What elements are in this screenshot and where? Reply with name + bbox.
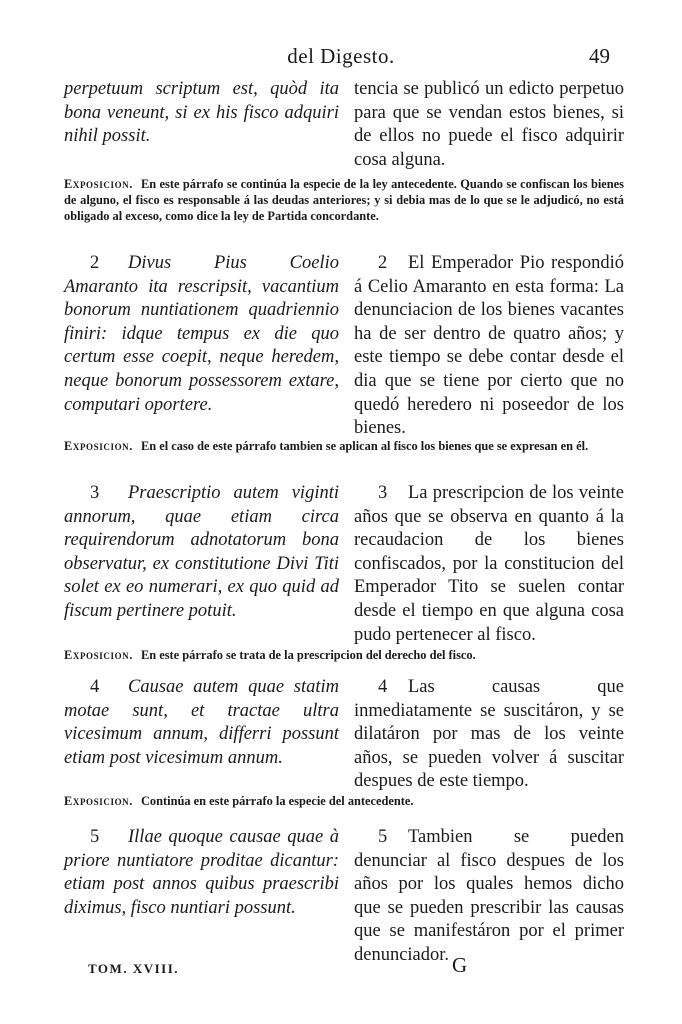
latin-text: Causae autem quae statim motae sunt, et tractae ultra vicesimum annum, differri possunt etiam post vicesimum annum. bbox=[64, 677, 339, 768]
section-2-spanish bbox=[354, 252, 624, 441]
section-number: 3 bbox=[90, 483, 100, 503]
running-header bbox=[0, 44, 682, 74]
intro-latin: perpetuum scriptum est, quòd ita bona veneunt, si ex his fisco adquiri nihil possit. bbox=[64, 79, 339, 147]
signature-mark: G bbox=[452, 953, 468, 977]
intro-row bbox=[64, 78, 624, 168]
exposition-label: Exposicion. bbox=[64, 177, 133, 191]
page-number: 49 bbox=[589, 44, 610, 68]
exposition-4 bbox=[64, 793, 624, 809]
section-number: 5 bbox=[90, 827, 100, 847]
section-4-spanish bbox=[354, 676, 624, 794]
section-5-latin bbox=[64, 826, 339, 920]
section-3-spanish bbox=[354, 482, 624, 647]
section-4-latin bbox=[64, 676, 339, 770]
volume-label: TOM. XVIII. bbox=[88, 961, 180, 976]
section-number: 4 bbox=[378, 677, 388, 697]
exposition-text: En el caso de este párrafo tambien se aplican al fisco los bienes que se expresan en él. bbox=[140, 439, 589, 453]
intro-spanish: tencia se publicó un edicto perpetuo para que se vendan estos bienes, si de ellos no puede el fisco adquirir cosa alguna. bbox=[354, 79, 624, 170]
exposition-text: Continúa en este párrafo la especie del antecedente. bbox=[140, 794, 414, 808]
exposition-1 bbox=[64, 176, 624, 224]
section-3 bbox=[64, 482, 624, 645]
exposition-label: Exposicion. bbox=[64, 648, 133, 662]
spanish-text: El Emperador Pio respondió á Celio Amaranto en esta forma: La denunciacion de los bienes vacantes ha de ser dentro de quatro años; y este tiempo se debe contar desde el dia que se tiene por cierto que no quedó heredero ni poseedor de los bienes. bbox=[354, 253, 624, 439]
section-number: 4 bbox=[90, 677, 100, 697]
running-title: del Digesto. bbox=[287, 44, 395, 68]
section-2 bbox=[64, 252, 624, 439]
latin-text: Illae quoque causae quae à priore nuntiatore proditae dicantur: etiam post annos quibus praescribi diximus, fisco nuntiari possunt. bbox=[64, 827, 339, 918]
exposition-2 bbox=[64, 438, 624, 454]
exposition-label: Exposicion. bbox=[64, 439, 133, 453]
exposition-text: En este párrafo se trata de la prescripcion del derecho del fisco. bbox=[140, 648, 476, 662]
section-3-latin bbox=[64, 482, 339, 624]
spanish-text: Las causas que inmediatamente se suscitáron, y se dilatáron por mas de los veinte años, se pueden volver á suscitar despues de este tiempo. bbox=[354, 677, 624, 792]
section-4 bbox=[64, 676, 624, 792]
section-number: 2 bbox=[90, 253, 100, 273]
spanish-text: Tambien se pueden denunciar al fisco despues de los años por los quales hemos dicho que se pueden prescribir las causas que se manifestáron por el primer denunciador. bbox=[354, 827, 624, 965]
section-5-spanish bbox=[354, 826, 624, 968]
exposition-text: En este párrafo se continúa la especie de la ley antecedente. Quando se confiscan los bienes de alguno, el fisco es responsable á las deudas anteriores; y si debia mas de lo que se le adjudicó, no está obligado al exceso, como dice la ley de Partida concordante. bbox=[64, 177, 624, 223]
exposition-3 bbox=[64, 647, 624, 663]
exposition-label: Exposicion. bbox=[64, 794, 133, 808]
latin-text: Praescriptio autem viginti annorum, quae etiam circa requirendorum adnotatorum bona observatur, ex constitutione Divi Titi solet ex eo numerari, ex quo quid ad fiscum pertinere potuit. bbox=[64, 483, 339, 621]
section-number: 5 bbox=[378, 827, 388, 847]
section-number: 3 bbox=[378, 483, 388, 503]
spanish-text: La prescripcion de los veinte años que se observa en quanto á la recaudacion de los bienes confiscados, por la constitucion del Emperador Tito se suelen contar desde el tiempo en que alguna cosa pudo pertenecer al fisco. bbox=[354, 483, 624, 645]
section-number: 2 bbox=[378, 253, 388, 273]
latin-text: Divus Pius Coelio Amaranto ita rescripsit, vacantium bonorum nuntiationem quadriennio finiri: idque tempus ex die quo certum esse coepit, neque heredem, neque bonorum possessorem extare, computari oportere. bbox=[64, 253, 339, 415]
section-2-latin bbox=[64, 252, 339, 417]
section-5 bbox=[64, 826, 624, 965]
